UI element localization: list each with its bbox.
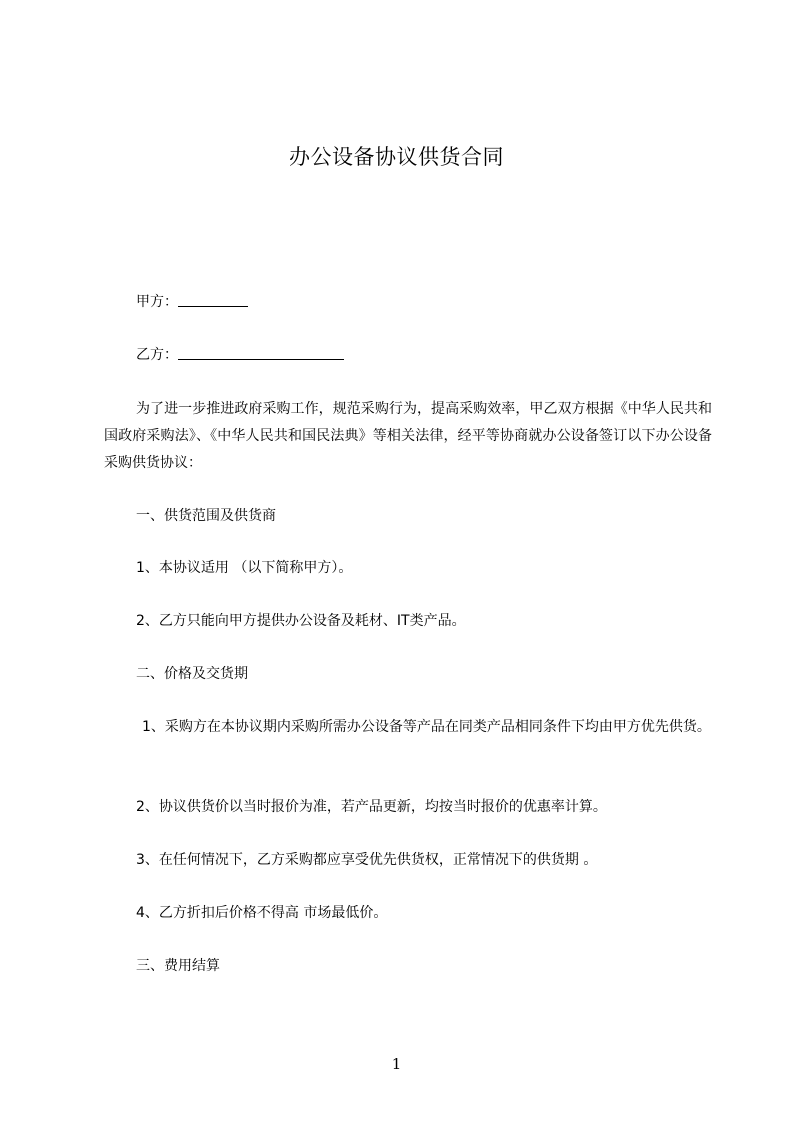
party-a-line: [136, 292, 248, 312]
intro-paragraph: 为了进一步推进政府采购工作，规范采购行为，提高采购效率，甲乙双方根据《中华人民共和国政府采购法》、《中华人民共和国民法典》等相关法律，经平等协商就办公设备签订以下办公设备采购供货协议：: [104, 401, 712, 471]
page-number: 1: [391, 1055, 402, 1073]
section2-item1: 1、采购方在本协议期内采购所需办公设备等产品在同类产品相同条件下均由甲方优先供货。: [142, 719, 711, 735]
section1-heading: 一、供货范围及供货商: [136, 508, 276, 524]
section1-item2: 2、乙方只能向甲方提供办公设备及耗材、IT类产品。: [136, 613, 466, 629]
section2-item2: 2、协议供货价以当时报价为准，若产品更新，均按当时报价的优惠率计算。: [136, 799, 607, 815]
section2-heading: 二、价格及交货期: [136, 666, 248, 682]
section1-item1: 1、本协议适用 （以下简称甲方）。: [136, 560, 353, 576]
section3-heading: 三、费用结算: [136, 958, 220, 974]
section2-item4: 4、乙方折扣后价格不得高 市场最低价。: [136, 905, 388, 921]
party-b-blank: [178, 345, 344, 360]
party-a-blank: [178, 292, 248, 307]
party-b-line: [136, 345, 344, 365]
party-b-label: 乙方：: [136, 347, 178, 363]
party-a-label: 甲方：: [136, 294, 178, 310]
section2-item3: 3、在任何情况下，乙方采购都应享受优先供货权，正常情况下的供货期 。: [136, 852, 598, 868]
document-title: 办公设备协议供货合同: [289, 145, 504, 169]
